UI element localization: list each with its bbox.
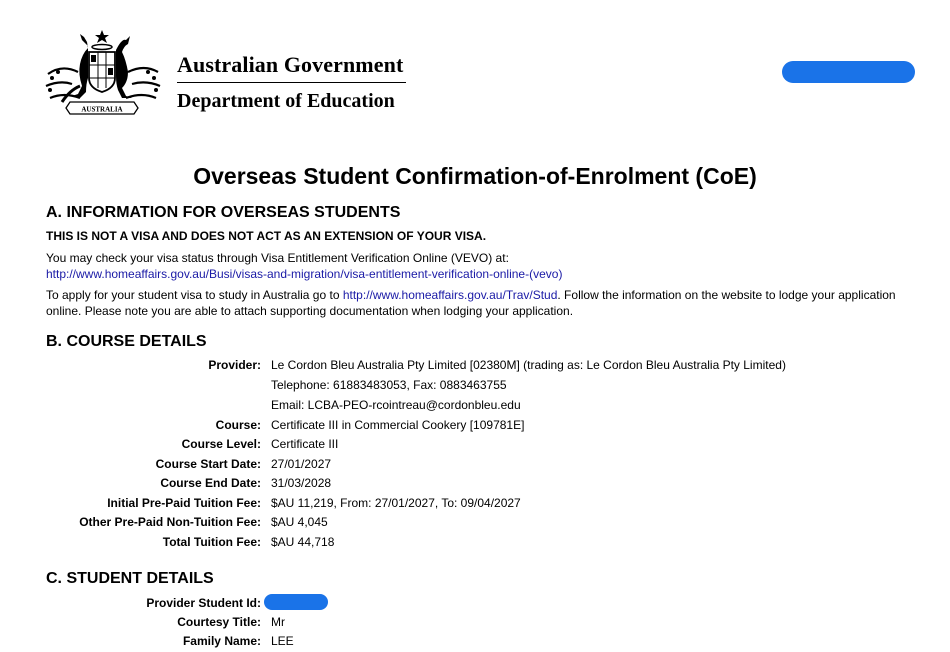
vevo-paragraph bbox=[46, 251, 916, 282]
detail-row-email bbox=[0, 398, 950, 416]
detail-value: $AU 4,045 bbox=[271, 515, 328, 529]
detail-value: $AU 44,718 bbox=[271, 535, 335, 549]
section-c-heading: C. STUDENT DETAILS bbox=[46, 570, 214, 587]
detail-label: Initial Pre-Paid Tuition Fee: bbox=[107, 496, 261, 510]
detail-row-provider bbox=[0, 358, 950, 376]
detail-value: Mr bbox=[271, 615, 285, 629]
detail-label: Course Start Date: bbox=[155, 457, 261, 471]
detail-value: $AU 11,219, From: 27/01/2027, To: 09/04/2027 bbox=[271, 496, 521, 510]
detail-value: Certificate III bbox=[271, 437, 339, 451]
detail-row-telephone bbox=[0, 378, 950, 396]
detail-row-end-date bbox=[0, 476, 950, 494]
detail-row-courtesy-title bbox=[0, 615, 950, 633]
government-name: Australian Government bbox=[177, 52, 404, 77]
coat-of-arms-icon bbox=[42, 28, 167, 116]
visa-warning: THIS IS NOT A VISA AND DOES NOT ACT AS AN EXTENSION OF YOUR VISA. bbox=[46, 229, 487, 243]
detail-label: Other Pre-Paid Non-Tuition Fee: bbox=[79, 515, 261, 529]
detail-label: Course End Date: bbox=[160, 476, 261, 490]
detail-value: 31/03/2028 bbox=[271, 476, 332, 490]
section-b-heading: B. COURSE DETAILS bbox=[46, 333, 207, 350]
detail-label: Course Level: bbox=[181, 437, 261, 451]
detail-value: LEE bbox=[271, 634, 294, 648]
department-name: Department of Education bbox=[177, 90, 395, 112]
document-title: Overseas Student Confirmation-of-Enrolment (CoE) bbox=[193, 163, 757, 189]
detail-row-family-name bbox=[0, 634, 950, 652]
detail-label: Family Name: bbox=[182, 634, 261, 648]
redaction-mark bbox=[782, 61, 915, 83]
detail-label: Total Tuition Fee: bbox=[162, 535, 261, 549]
visa-apply-text-before: To apply for your student visa to study in Australia go to bbox=[46, 288, 343, 302]
student-visa-link[interactable]: http://www.homeaffairs.gov.au/Trav/Stud bbox=[342, 288, 558, 302]
detail-row-course-level bbox=[0, 437, 950, 455]
detail-row-start-date bbox=[0, 457, 950, 475]
header-divider bbox=[177, 82, 406, 83]
detail-label: Course: bbox=[215, 418, 261, 432]
visa-apply-paragraph bbox=[46, 288, 916, 319]
redaction-mark bbox=[264, 594, 328, 610]
detail-row-initial-fee bbox=[0, 496, 950, 514]
detail-row-non-tuition-fee bbox=[0, 515, 950, 533]
vevo-text: You may check your visa status through Visa Entitlement Verification Online (VEVO) at: bbox=[46, 251, 509, 265]
detail-label: Provider: bbox=[208, 358, 261, 372]
detail-row-total-fee bbox=[0, 535, 950, 553]
detail-value: Certificate III in Commercial Cookery [109781E] bbox=[271, 418, 525, 432]
detail-label: Courtesy Title: bbox=[177, 615, 261, 629]
detail-value: Telephone: 61883483053, Fax: 0883463755 bbox=[271, 378, 507, 392]
detail-row-student-id bbox=[0, 596, 950, 614]
section-a-heading: A. INFORMATION FOR OVERSEAS STUDENTS bbox=[46, 204, 401, 221]
detail-row-course bbox=[0, 418, 950, 436]
vevo-link[interactable]: http://www.homeaffairs.gov.au/Busi/visas-and-migration/visa-entitlement-verification-online-(vevo) bbox=[46, 266, 563, 281]
detail-value: 27/01/2027 bbox=[271, 457, 332, 471]
detail-value: Email: LCBA-PEO-rcointreau@cordonbleu.edu bbox=[271, 398, 521, 412]
crest-scroll-text: AUSTRALIA bbox=[81, 105, 123, 114]
detail-value: Le Cordon Bleu Australia Pty Limited [02380M] (trading as: Le Cordon Bleu Australia Pty Limited) bbox=[271, 358, 786, 372]
detail-label: Provider Student Id: bbox=[146, 596, 261, 610]
visa-apply-text-after: . Follow the information on the website to lodge your application online. Please note you are able to attach supporting documentation when lodging your application. bbox=[46, 288, 896, 318]
